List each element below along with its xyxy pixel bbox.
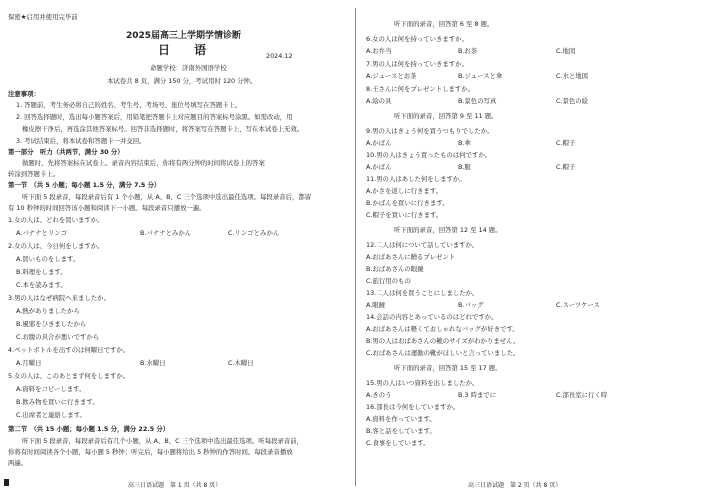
option-c: C.お腹の具合が悪いですから <box>16 333 100 341</box>
note-item: 橡皮擦干净后，再选涂其他答案标号。回答非选择题时，将答案写在答题卡上，写在本试卷上无效。 <box>22 125 304 133</box>
option-a: A.眼鏡 <box>366 301 386 309</box>
school-line: 命题学校：济南外国语学校 <box>150 64 227 72</box>
question-9: 9.男の人はきょう何を買うつもりでしたか。 <box>366 127 494 135</box>
option-a: A.きのう <box>366 391 392 399</box>
option-c: C.木曜日 <box>228 359 254 367</box>
option-a: A.ジュースとお茶 <box>366 72 417 80</box>
option-b: B.かばんを買いに行きます。 <box>366 199 449 207</box>
question-4: 4.ペットボトルを出すのは何曜日ですか。 <box>8 346 130 354</box>
section2-instructions: 听下面 5 段录音，每段录音后有几个小题，从 A、B、C 三个选项中选出最佳选项。听每段录音前， <box>22 437 304 445</box>
section1-heading: 第一节 （共 5 小题；每小题 1.5 分，满分 7.5 分） <box>8 181 161 189</box>
exam-date: 2024.12 <box>266 52 293 60</box>
option-c: C.部長室に行く時 <box>556 391 608 399</box>
page-footer: 高三日语试题 第 2 页（共 8 页） <box>468 482 562 489</box>
exam-info: 本试卷共 8 页，满分 150 分，考试用时 120 分钟。 <box>107 77 257 85</box>
listening-instruction: 听下面的录音，回答第 9 至 11 题。 <box>394 112 498 120</box>
question-11: 11.男の人はあした何をしますか。 <box>366 175 466 183</box>
option-a: A.バナナとリンゴ <box>16 229 68 237</box>
question-10: 10.男の人はきょう買ったものは何ですか。 <box>366 151 492 159</box>
page-divider <box>355 8 356 486</box>
option-b: B.おばあさんの眼鏡 <box>366 265 424 273</box>
listening-instruction: 听下面的录音，回答第 6 至 8 题。 <box>394 20 494 28</box>
option-a: A.絵の具 <box>366 97 392 105</box>
option-b: B.客と話をしています。 <box>366 427 436 435</box>
exam-title: 2025届高三上学期学情诊断 <box>126 31 242 41</box>
exam-page-1 <box>0 0 354 500</box>
option-b: B.お茶 <box>458 47 478 55</box>
option-a: A.おばあさんに贈るプレゼント <box>366 253 456 261</box>
scan-mark <box>4 479 9 486</box>
option-b: B.料理をします。 <box>16 268 67 276</box>
option-a: A.かさを返しに行きます。 <box>366 187 443 195</box>
note-item: 2. 回答选择题时，选出每小题答案后，用铅笔把答题卡上对应题目的答案标号涂黑。如需改动，用 <box>16 113 293 121</box>
question-6: 6.女の人は何を持っていきますか。 <box>366 35 468 43</box>
option-c: C.食事をしています。 <box>366 439 430 447</box>
option-c: C.地図 <box>556 47 576 55</box>
page-footer: 高三日语试题 第 1 页（共 8 页） <box>128 482 222 489</box>
option-a: A.資料をコピーします。 <box>16 385 86 393</box>
listening-instruction: 听下面的录音，回答第 15 至 17 题。 <box>394 364 502 372</box>
question-15: 15.男の人はいつ資料を出しましたか。 <box>366 379 479 387</box>
option-a: A.熱がありましたから <box>16 307 80 315</box>
option-a: A.お弁当 <box>366 47 392 55</box>
part1-heading: 第一部分 听力（共两节，满分 30 分） <box>8 148 124 156</box>
part1-instructions: 转涂到答题卡上。 <box>8 170 60 178</box>
question-3: 3.男の人はなぜ病院へ来ましたか。 <box>8 294 110 302</box>
question-5: 5.女の人は、このあとまず何をしますか。 <box>8 372 130 380</box>
confidential-label: 保密★启用并使用完毕前 <box>8 13 78 21</box>
option-b: B.ジュースと傘 <box>458 72 503 80</box>
option-c: C.帽子 <box>556 163 576 171</box>
subject-title: 日 语 <box>158 43 217 57</box>
option-b: B.飲み物を買いに行きます。 <box>16 398 99 406</box>
question-2: 2.女の人は、今日何をしますか。 <box>8 242 104 250</box>
notes-heading: 注意事项： <box>8 90 40 98</box>
option-a: A.買いものをします。 <box>16 255 80 263</box>
option-b: B.服 <box>458 163 471 171</box>
part1-instructions: 做题时，先将答案标在试卷上。录音内容结束后，你将有两分钟的时间将试卷上的答案 <box>22 159 265 167</box>
option-b: B.3 時までに <box>458 391 497 399</box>
option-a: A.資料を作っています。 <box>366 415 436 423</box>
option-c: C.本を読みます。 <box>16 281 67 289</box>
option-b: B.風邪をひきましたから <box>16 320 87 328</box>
question-14: 14.会話の内容とあっているのはどれですか。 <box>366 313 498 321</box>
option-b: B.水曜日 <box>140 359 166 367</box>
option-c: C.スーツケース <box>556 301 600 309</box>
exam-page-2 <box>360 0 714 500</box>
section2-instructions: 两遍。 <box>8 459 28 467</box>
option-c: C.おばあさんは運動の靴がほしいと言っていました。 <box>366 349 520 357</box>
option-b: B.男の人はおばあさんの靴のサイズがわかりません。 <box>366 337 520 345</box>
question-16: 16.部長は今何をしていますか。 <box>366 403 460 411</box>
option-a: A.おばあさんは軽くておしゃれなバッグが好きです。 <box>366 325 519 333</box>
listening-instruction: 听下面的录音，回答第 12 至 14 题。 <box>394 226 502 234</box>
question-8: 8.王さんに何をプレゼントしますか。 <box>366 85 475 93</box>
option-a: A.月曜日 <box>16 359 42 367</box>
note-item: 1. 答题前，考生务必将自己的姓名、考生号、考场号、座位号填写在答题卡上。 <box>16 101 242 109</box>
option-c: C.旅行用のもの <box>366 277 411 285</box>
option-c: C.景色の絵 <box>556 97 589 105</box>
question-1: 1.女の人は、どれを買いますか。 <box>8 216 104 224</box>
option-b: B.傘 <box>458 139 471 147</box>
option-b: B.景色の写真 <box>458 97 497 105</box>
option-b: B.バナナとみかん <box>140 229 192 237</box>
section2-heading: 第二节 （共 15 小题；每小题 1.5 分，满分 22.5 分） <box>8 425 170 433</box>
section1-instructions: 听下面 5 段录音，每段录音后有 1 个小题，从 A、B、C 三个选项中选出最佳选项。每段录音后，都留 <box>22 193 312 201</box>
option-c: C.帽子を買いに行きます。 <box>366 211 443 219</box>
option-c: C.出席者と連絡します。 <box>16 411 86 419</box>
question-12: 12.二人は何について話していますか。 <box>366 241 479 249</box>
section2-instructions: 你将有时间阅读各个小题，每小题 5 秒钟；听完后，每小题将给出 5 秒钟的作答时间。每段录音播放 <box>8 448 293 456</box>
note-item: 3. 考试结束后，将本试卷和答题卡一并交回。 <box>16 137 146 145</box>
option-c: C.リンゴとみかん <box>228 229 280 237</box>
section1-instructions: 有 10 秒钟的时间回答该小题和阅读下一小题。每段录音只播放一遍。 <box>8 204 206 212</box>
option-a: A.かばん <box>366 163 392 171</box>
option-c: C.水と地図 <box>556 72 589 80</box>
option-b: B.バッグ <box>458 301 484 309</box>
question-7: 7.男の人は何を持っていきますか。 <box>366 60 468 68</box>
question-13: 13.二人は何を買うことにしましたか。 <box>366 289 479 297</box>
option-c: C.帽子 <box>556 139 576 147</box>
option-a: A.かばん <box>366 139 392 147</box>
